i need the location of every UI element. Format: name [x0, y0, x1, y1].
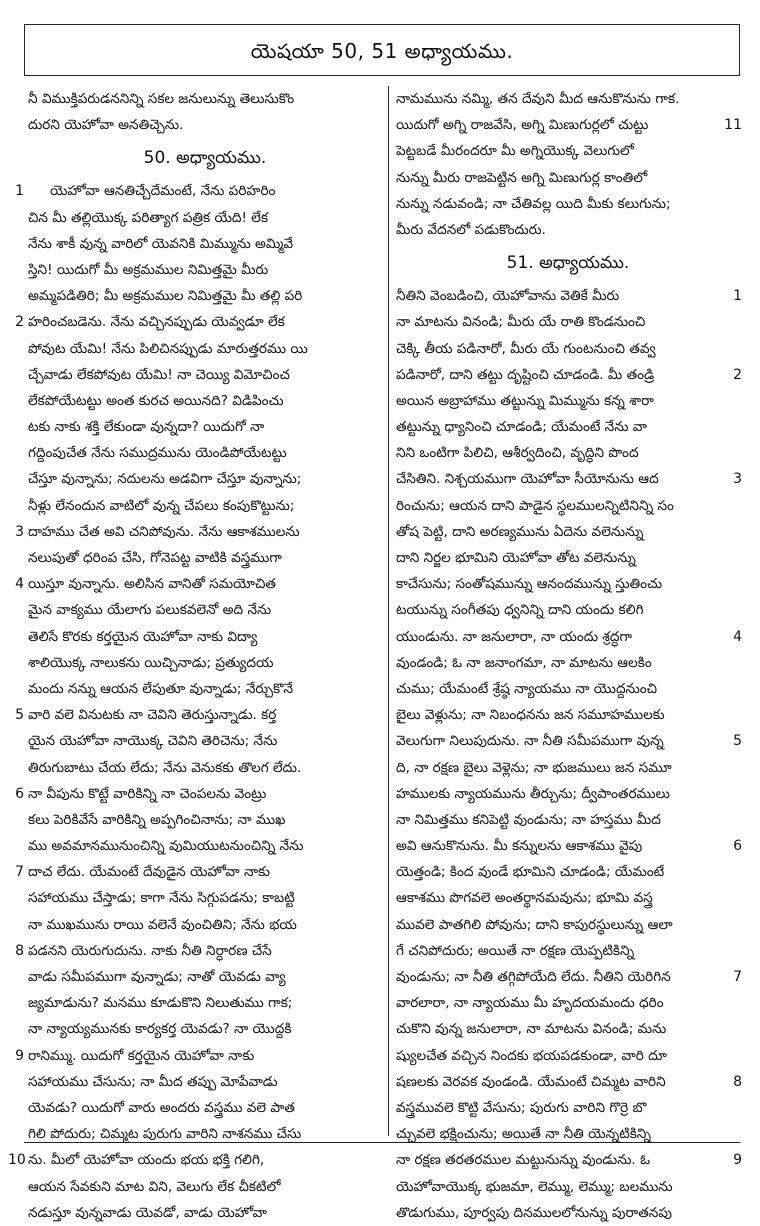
line-text: యిదుగో అగ్ని రాజవేసి, అగ్ని మిణుగుర్లలో చుట్టు: [396, 117, 649, 134]
line-text: అయిన అబ్రాహాము తట్టున్ను మిమ్మును కన్న శారా: [396, 392, 654, 409]
line-text: యైన యెహోవా నాయొక్క చెవిని తెరిచెను; నేను: [28, 733, 278, 750]
text-line: [15, 1043, 382, 1069]
text-line: [15, 859, 382, 885]
text-line: [396, 938, 740, 964]
verse-number: 5: [724, 728, 742, 754]
line-text: నీతిని వెంబడించి, యెహోవాను వెతికే మీరు: [396, 288, 620, 305]
text-line: [396, 702, 740, 728]
line-text: నామమును నమ్మి, తన దేవుని మీద ఆనుకొనును గాక.: [396, 91, 680, 107]
text-line: [28, 885, 382, 911]
text-line: [15, 702, 382, 728]
line-text: తొడుగుము, పూర్వపు దినములలోనున్ను పురాతనపు: [396, 1204, 672, 1221]
text-line: [396, 650, 740, 676]
text-line: [8, 1147, 382, 1173]
text-line: [28, 1121, 382, 1147]
chapter-51-heading: 51. అధ్యాయము.: [506, 253, 630, 274]
line-text: టయున్ను సంగీతపు ధ్వనిన్ని దాని యందు కలిగి: [396, 602, 644, 619]
text-line: [396, 755, 740, 781]
line-text: మైన వాక్యము యేలాగు పలుకవలెనో అది నేను: [28, 602, 272, 619]
text-line: [28, 1016, 382, 1042]
verse-number: 11: [724, 112, 742, 138]
text-line: [28, 414, 382, 440]
left-continuation-text: [28, 86, 382, 138]
text-line: [28, 990, 382, 1016]
verse-number: 6: [15, 785, 24, 802]
text-line: [396, 1147, 740, 1173]
verse-number: 5: [15, 707, 24, 724]
text-line: [396, 388, 740, 414]
text-line: [28, 1069, 382, 1095]
right-column: [396, 86, 740, 1226]
text-line: [15, 178, 382, 204]
line-text: మందు నన్ను ఆయన లేపుతూ వున్నాడు; నేర్చుకొనే: [28, 680, 294, 697]
line-text: షణలకు వెరవక వుండండి. యేమంటే చిమ్మట వారిని: [396, 1073, 666, 1090]
line-text: మీరు వేదనలో పడుకొందురు.: [396, 221, 546, 238]
verse-number: 3: [724, 466, 742, 492]
line-text: చేస్తూ వున్నాను; నదులను అడవిగా చేస్తూ వున్నాను;: [28, 471, 302, 488]
line-text: హములకు న్యాయమును తీర్చును; ద్వీపాంతరములు: [396, 785, 670, 802]
verse-number: 2: [15, 314, 24, 331]
verse-number: 6: [724, 833, 742, 859]
text-line: [28, 545, 382, 571]
line-text: నీళ్లు లేనందున వాటిలో వున్న చేపలు కంపుకొట్టును;: [28, 497, 295, 514]
text-line: [28, 1095, 382, 1121]
line-text: ఆకాశము పొగవలె అంతర్థానమవును; భూమి వస్త్ర: [396, 890, 653, 907]
text-line: [396, 414, 740, 440]
text-line: [396, 676, 740, 702]
verse-number: 7: [15, 864, 24, 881]
line-text: దాచ లేదు. యేమంటే దేవుడైన యెహోవా నాకు: [28, 864, 270, 881]
text-line: [396, 545, 740, 571]
line-text: తిరుగుబాటు చేయ లేదు; నేను వెనుకకు తొలగ లేదు.: [28, 759, 302, 776]
line-text: కలు పెరికివేసే వారికిన్ని అప్పగించినాను; నా ముఖ: [28, 811, 286, 828]
line-text: శాలియొక్క నాలుకను యిచ్చినాడు; ప్రత్యుదయ: [28, 654, 274, 671]
text-line: [396, 859, 740, 885]
text-line: [396, 597, 740, 623]
line-text: సహాయము చేస్తాడు; కాగా నేను సిగ్గుపడను; కాబట్టి: [28, 890, 295, 907]
line-text: తోష పెట్టి, దాని అరణ్యమును ఏదెను వలెనున్ను: [396, 523, 644, 540]
left-column: [8, 86, 382, 1226]
text-line: [28, 807, 382, 833]
line-text: దాహము చేత అవి చనిపోవును. నేను ఆకాశములను: [28, 523, 300, 540]
line-text: వారి వలె వినుటకు నా చెవిని తెరుస్తున్నాడు. కర్త: [28, 707, 277, 724]
page-title: యెషయా 50, 51 అధ్యాయము.: [250, 39, 514, 63]
line-text: చెక్కి తీయ పడినారో, మీరు యే గుంటనుంచి తవ్వ: [396, 340, 656, 357]
line-text: నా నిమిత్తము కనిపెట్టి వుండును; నా హస్తము మీద: [396, 811, 661, 828]
text-line: [396, 1174, 740, 1200]
line-text: గద్దింపుచేత నేను సముద్రమును యెండిపోయేటట్టు: [28, 445, 287, 462]
text-line: [396, 493, 740, 519]
text-line: [396, 571, 740, 597]
text-line: [28, 205, 382, 231]
line-text: టకు నాకు శక్తి లేకుండా వున్నదా? యిదుగో నా: [28, 419, 265, 436]
verse-number: 8: [724, 1069, 742, 1095]
line-text: హరించబడెను. నేను వచ్చినప్పుడు యెవ్వడూ లేక: [28, 314, 285, 331]
line-text: చుము; యేమంటే శ్రేష్ఠ న్యాయము నా యొద్దనుంచి: [396, 680, 658, 697]
line-text: రానిమ్ము. యిదుగో కర్తయైన యెహోవా నాకు: [28, 1047, 255, 1064]
line-text: నా న్యాయ్యమునకు కార్యకర్త యెవడు? నా యొద్దకి: [28, 1021, 292, 1038]
text-line: [28, 362, 382, 388]
text-line: [28, 1200, 382, 1226]
line-text: వస్త్రమువలె కొట్టి వేసును; పురుగు వారిని గొర్రె బొ: [396, 1099, 647, 1116]
text-line: [396, 964, 740, 990]
text-line: [396, 807, 740, 833]
chapter-50-heading: 50. అధ్యాయము.: [143, 148, 267, 169]
page-header: [24, 24, 740, 76]
text-line: [28, 650, 382, 676]
line-text: యుండును. నా జనులారా, నా యందు శ్రద్ధగా: [396, 628, 633, 645]
line-text: వారలారా, నా న్యాయము మీ హృదయమందు ధరిం: [396, 995, 664, 1012]
text-line: [15, 309, 382, 335]
line-text: నున్ను మీరు రాజపెట్టిన అగ్ని మిణుగుర్ల కాంతిలో: [396, 169, 648, 186]
line-text: ము అవమానమునుంచిన్ని వుమియుటనుంచిన్ని నేను: [28, 838, 304, 855]
line-text: ది, నా రక్షణ బైలు వెళ్లెను; నా భుజములు జన సమూ: [396, 759, 672, 776]
text-line: [396, 1043, 740, 1069]
line-text: నిని ఒంటిగా పిలిచి, ఆశీర్వదించి, వృద్ధిని పొంద: [396, 445, 639, 462]
text-line: [396, 309, 740, 335]
text-line: [396, 283, 740, 309]
line-text: యెవడు? యిదుగో వారు అందరు వస్త్రము వలె పాత: [28, 1099, 295, 1116]
line-text: గే చనిపోదురు; అయితే నా రక్షణ యెప్పటికిన్ని: [396, 942, 635, 959]
text-line: [396, 336, 740, 362]
line-text: నా ముఖమును రాయి వలెనే వుంచితిని; నేను భయ: [28, 916, 297, 933]
text-line: [396, 1200, 740, 1226]
chapter-51-text: [396, 283, 740, 1226]
line-text: స్తిని! యిదుగో మీ అక్రమముల నిమిత్తమై మీరు: [28, 261, 269, 278]
text-line: [28, 231, 382, 257]
text-line: [396, 86, 740, 112]
text-line: [28, 912, 382, 938]
line-text: పోవుట యేమి! నేను పిలిచినప్పుడు మారుత్తరము యి: [28, 340, 308, 357]
line-text: పడినారో, దాని తట్టు దృష్టించి చూడండి. మీ తండ్రి: [396, 366, 655, 383]
text-line: [396, 217, 740, 243]
line-text: అమ్మపడితిరి; మీ అక్రమముల నిమిత్తమై మీ తల్లి పరి: [28, 288, 303, 305]
text-line: [28, 440, 382, 466]
line-text: ష్యులచేత వచ్చిన నిందకు భయపడకుండా, వారి దూ: [396, 1047, 667, 1064]
line-text: నున్ను నడువండి; నా చేతివల్ల యిది మీకు కలుగును;: [396, 195, 671, 212]
line-text: చ్చువలె భక్షించును; అయితే నా నీతి యెన్నటికిన్ని: [396, 1126, 651, 1143]
line-text: వుండండి; ఓ నా జనాంగమా, నా మాటను ఆలకిం: [396, 654, 652, 671]
line-text: తట్టున్ను ధ్యానించి చూడండి; యేమంటే నేను వా: [396, 419, 648, 436]
line-text: గిలి పోదురు; చిమ్మట పురుగు వారిని నాశనము చేసు: [28, 1126, 302, 1143]
text-line: [15, 571, 382, 597]
right-continuation-text: [396, 86, 740, 243]
line-text: పడనని యెరుగుదును. నాకు నీతి నిర్ధారణ చేసే: [28, 942, 272, 959]
text-line: [28, 833, 382, 859]
bottom-rule: [24, 1142, 740, 1143]
verse-number: 7: [724, 964, 742, 990]
text-line: [396, 990, 740, 1016]
text-line: [396, 912, 740, 938]
line-text: నడుస్తూ వున్నవాడు యెవడో, వాడు యెహోవా: [28, 1204, 267, 1221]
text-line: [28, 493, 382, 519]
line-text: నీ విముక్తిపరుడననిన్ని సకల జనులున్ను తెలుసుకొం: [28, 91, 295, 107]
line-text: లేకపోయేటట్టు అంత కురచ అయినది? విడిపించు: [28, 392, 284, 409]
line-text: నా వీపును కొట్టే వారికిన్ని నా చెంపలను వెంట్రు: [28, 785, 267, 802]
verse-number: 2: [724, 362, 742, 388]
text-line: [396, 833, 740, 859]
text-line: [396, 191, 740, 217]
text-line: [15, 781, 382, 807]
text-line: [396, 728, 740, 754]
verse-number: 3: [15, 523, 24, 540]
line-text: నా రక్షణ తరతరముల మట్టునున్ను వుండును. ఓ: [396, 1152, 651, 1169]
text-line: [396, 1095, 740, 1121]
line-text: యిస్తూ వున్నాను. అలిసిన వానితో సమయోచిత: [28, 576, 276, 593]
text-line: [28, 283, 382, 309]
line-text: చుకొని వున్న జనులారా, నా మాటను వినండి; మను: [396, 1021, 667, 1038]
line-text: యెహోవాయొక్క భుజమా, లెమ్ము, లెమ్ము; బలమును: [396, 1178, 673, 1195]
verse-number: 9: [724, 1147, 742, 1173]
text-line: [28, 728, 382, 754]
text-line: [28, 1174, 382, 1200]
line-text: నేను శాకీ వున్న వారిలో యెవనికి మిమ్మును అమ్మివే: [28, 235, 294, 252]
text-line: [396, 440, 740, 466]
verse-number: 4: [724, 624, 742, 650]
text-line: [15, 519, 382, 545]
text-line: [396, 1069, 740, 1095]
verse-number: 1: [15, 183, 24, 200]
column-divider: [388, 86, 389, 1136]
line-text: సహాయము చేసును; నా మీద తప్పు మోపేవాడు: [28, 1073, 278, 1090]
verse-number: 9: [15, 1047, 24, 1064]
text-line: [396, 885, 740, 911]
text-line: [28, 86, 382, 112]
text-line: [28, 466, 382, 492]
line-text: దాని నిర్జల భూమిని యెహోవా తోట వలెనున్ను: [396, 550, 636, 566]
text-line: [396, 519, 740, 545]
line-text: చిన మీ తల్లియొక్క పరిత్యాగ పత్రిక యేది! లేక: [28, 209, 269, 226]
text-line: [28, 336, 382, 362]
line-text: చేసితిని. నిశ్చయముగా యెహోవా సీయోనును ఆద: [396, 471, 659, 488]
line-text: ను. మీలో యెహోవా యందు భయ భక్తి గలిగి,: [28, 1152, 265, 1169]
text-line: [396, 112, 740, 138]
line-text: దురని యెహోవా అనతిచ్చెను.: [28, 117, 184, 134]
text-line: [396, 138, 740, 164]
line-text: జ్యమాడును? మనము కూడుకొని నిలుతుము గాక;: [28, 995, 293, 1012]
verse-number: 4: [15, 576, 24, 593]
text-line: [28, 676, 382, 702]
verse-number: 10: [8, 1152, 26, 1169]
text-line: [15, 938, 382, 964]
line-text: నా మాటను వినండి; మీరు యే రాతి కొండనుంచి: [396, 314, 646, 331]
line-text: వెలుగుగా నిలుపుదును. నా నీతి సమీపముగా వున్న: [396, 733, 664, 750]
text-line: [28, 257, 382, 283]
text-line: [396, 165, 740, 191]
text-line: [28, 112, 382, 138]
text-line: [28, 755, 382, 781]
text-line: [396, 1121, 740, 1147]
text-line: [396, 1016, 740, 1042]
line-text: యెహోవా ఆనతిచ్చేదేమంటే, నేను పరిహరిం: [50, 183, 276, 200]
text-line: [28, 964, 382, 990]
text-line: [28, 624, 382, 650]
verse-number: 1: [724, 283, 742, 309]
text-line: [396, 362, 740, 388]
text-line: [396, 624, 740, 650]
line-text: అవి ఆనుకొనును. మీ కన్నులను ఆకాశము వైపు: [396, 838, 643, 855]
verse-number: 8: [15, 942, 24, 959]
line-text: చ్చేవాడు లేకపోవుట యేమి! నా చెయ్యి విమోచించ: [28, 366, 290, 383]
line-text: రించును; ఆయన దాని పాడైన స్థలములన్నిటినిన్ని సం: [396, 497, 674, 514]
line-text: ఆయన సేవకుని మాట విని, వెలుగు లేక చీకటిలో: [28, 1178, 281, 1195]
line-text: వాడు సమీపముగా వున్నాడు; నాతో యెవడు వ్యా: [28, 969, 286, 985]
line-text: మువలె పాతగిలి పోవును; దాని కాపురస్థులున్ను ఆలా: [396, 916, 673, 933]
text-line: [396, 781, 740, 807]
line-text: పెట్టబడే మీరందరూ మీ అగ్నియొక్క వెలుగులో: [396, 143, 634, 160]
text-line: [28, 388, 382, 414]
line-text: కాచేసును; సంతోషమున్ను ఆనందమున్ను స్తుతించు: [396, 576, 663, 593]
line-text: బైలు వెళ్లును; నా నిబంధనను జన సమూహములకు: [396, 707, 665, 724]
line-text: యెత్తండి; కింద వుండే భూమిని చూడండి; యేమంటే: [396, 864, 665, 881]
text-line: [396, 466, 740, 492]
line-text: వుండును; నా నీతి తగ్గిపోయేది లేదు. నీతిని యెరిగిన: [396, 969, 671, 985]
line-text: నలుపుతో ధరింప చేసి, గోనెపట్ట వాటికి వస్త్రముగా: [28, 550, 282, 566]
line-text: తెలిసే కొరకు కర్తయైన యెహోవా నాకు విద్యా: [28, 628, 258, 645]
chapter-50-text: [8, 178, 382, 1226]
text-line: [28, 597, 382, 623]
